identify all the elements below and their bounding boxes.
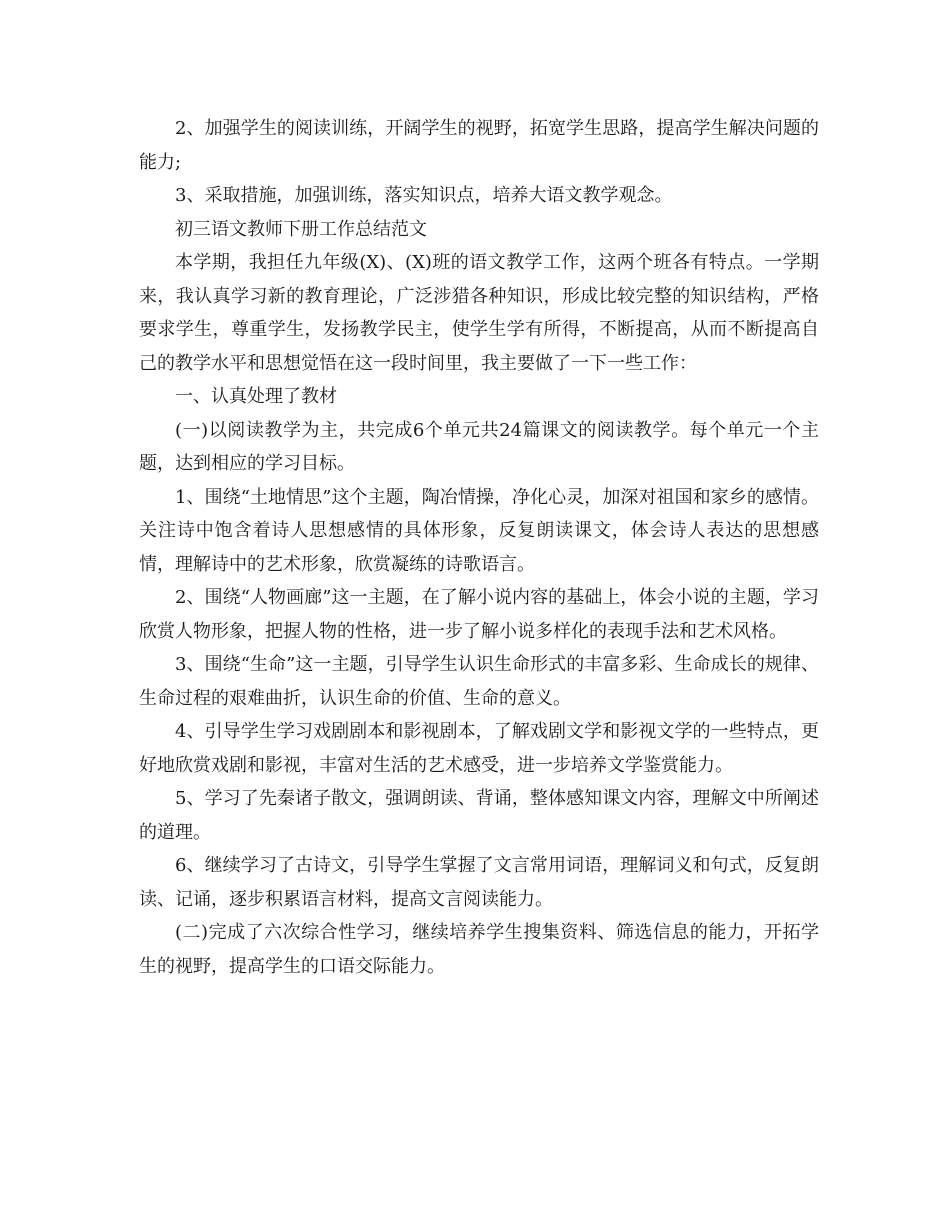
list-paragraph-5: 5、学习了先秦诸子散文，强调朗读、背诵，整体感知课文内容，理解文中所阐述的道理。 bbox=[139, 788, 819, 843]
subsection-paragraph-2: (二)完成了六次综合性学习，继续培养学生搜集资料、筛选信息的能力，开拓学生的视野，提高学生的口语交际能力。 bbox=[139, 922, 819, 977]
subsection-paragraph-1: (一)以阅读教学为主，共完成6个单元共24篇课文的阅读教学。每个单元一个主题，达到相应的学习目标。 bbox=[139, 419, 819, 474]
list-paragraph-1: 1、围绕“土地情思”这个主题，陶冶情操，净化心灵，加深对祖国和家乡的感情。关注诗中饱含着诗人思想感情的具体形象，反复朗读课文，体会诗人表达的思想感情，理解诗中的艺术形象，欣赏凝练的诗歌语言。 bbox=[139, 486, 819, 575]
list-paragraph-4: 4、引导学生学习戏剧剧本和影视剧本，了解戏剧文学和影视文学的一些特点，更好地欣赏戏剧和影视，丰富对生活的艺术感受，进一步培养文学鉴赏能力。 bbox=[139, 721, 819, 776]
section-heading: 一、认真处理了教材 bbox=[175, 386, 337, 407]
intro-paragraph: 本学期，我担任九年级(X)、(X)班的语文教学工作，这两个班各有特点。一学期来，我认真学习新的教育理论，广泛涉猎各种知识，形成比较完整的知识结构，严格要求学生，尊重学生，发扬教学民主，使学生学有所得，不断提高，从而不断提高自己的教学水平和思想觉悟在这一段时间里，我主要做了一下一些工作： bbox=[139, 252, 819, 374]
list-paragraph-6: 6、继续学习了古诗文，引导学生掌握了文言常用词语，理解词义和句式，反复朗读、记诵，逐步积累语言材料，提高文言阅读能力。 bbox=[139, 855, 819, 910]
document-body bbox=[139, 112, 819, 983]
list-paragraph-2: 2、围绕“人物画廊”这一主题，在了解小说内容的基础上，体会小说的主题，学习欣赏人物形象，把握人物的性格，进一步了解小说多样化的表现手法和艺术风格。 bbox=[139, 587, 819, 642]
list-paragraph-3: 3、围绕“生命”这一主题，引导学生认识生命形式的丰富多彩、生命成长的规律、生命过程的艰难曲折，认识生命的价值、生命的意义。 bbox=[139, 654, 819, 709]
document-title: 初三语文教师下册工作总结范文 bbox=[175, 218, 427, 240]
paragraph-item-3: 3、采取措施，加强训练，落实知识点，培养大语文教学观念。 bbox=[175, 185, 673, 206]
paragraph-item-2: 2、加强学生的阅读训练，开阔学生的视野，拓宽学生思路，提高学生解决问题的能力; bbox=[139, 118, 819, 173]
